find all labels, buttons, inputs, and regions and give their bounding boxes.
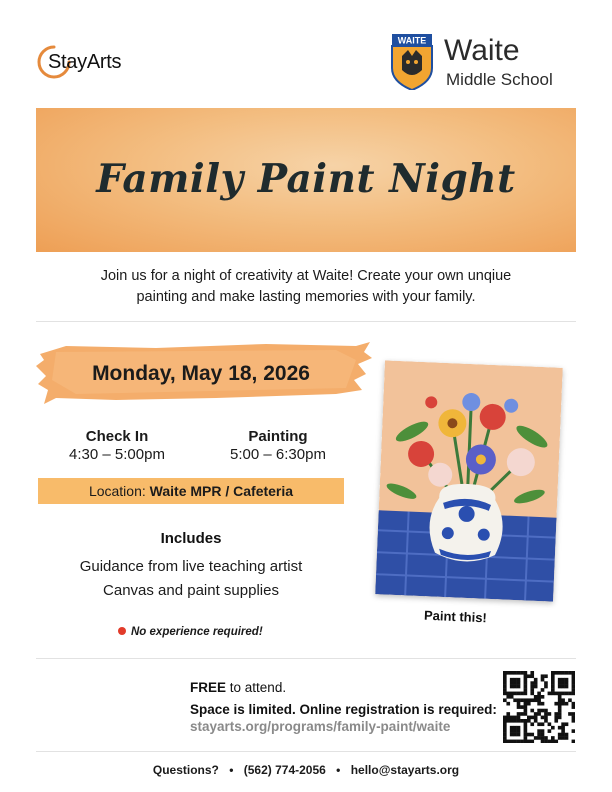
footer-phone[interactable]: (562) 774-2056 xyxy=(243,763,326,777)
intro-text xyxy=(36,266,576,308)
divider xyxy=(36,751,576,752)
footer-separator: • xyxy=(229,763,234,777)
waite-logo xyxy=(388,34,584,94)
checkin-label: Check In xyxy=(85,428,149,445)
free-note xyxy=(190,680,286,695)
no-experience-note xyxy=(118,626,263,638)
contact-footer xyxy=(0,763,612,777)
location-bar xyxy=(38,478,344,504)
crest-text: WAITE xyxy=(397,35,427,46)
footer-email[interactable]: hello@stayarts.org xyxy=(350,763,460,777)
painting-block xyxy=(214,428,342,464)
location-text xyxy=(38,483,344,499)
divider xyxy=(36,321,576,322)
qr-code-graphic xyxy=(503,671,575,743)
school-subtitle: Middle School xyxy=(446,70,553,89)
free-rest: to attend. xyxy=(229,680,287,695)
location-label: Location: xyxy=(88,483,146,499)
painting-time: 5:00 – 6:30pm xyxy=(230,446,326,463)
registration-link[interactable]: stayarts.org/programs/family-paint/waite xyxy=(190,719,451,734)
stayarts-logo xyxy=(36,44,166,82)
sample-painting-image xyxy=(375,360,563,601)
footer-questions: Questions? xyxy=(152,763,219,777)
page-title: Family Paint Night xyxy=(96,156,516,202)
painting-caption: Paint this! xyxy=(423,607,488,626)
event-date: Monday, May 18, 2026 xyxy=(92,362,310,385)
red-dot-icon xyxy=(118,627,126,635)
checkin-time: 4:30 – 5:00pm xyxy=(69,446,165,463)
date-banner xyxy=(36,340,376,406)
footer-separator: • xyxy=(336,763,341,777)
flower-vase-painting xyxy=(375,360,563,601)
includes-item: Guidance from live teaching artist xyxy=(79,558,303,575)
registration-note: Space is limited. Online registration is required: xyxy=(190,702,497,717)
location-value: Waite MPR / Cafeteria xyxy=(149,483,294,499)
note-text: No experience required! xyxy=(131,626,263,638)
qr-code[interactable] xyxy=(503,671,575,743)
school-name: Waite xyxy=(444,34,520,67)
divider xyxy=(36,658,576,659)
waite-crest-icon xyxy=(388,34,436,90)
title-banner xyxy=(36,108,576,252)
free-label: FREE xyxy=(190,680,227,695)
stayarts-wordmark: StayArts xyxy=(48,51,122,73)
checkin-block xyxy=(54,428,180,464)
painting-label: Painting xyxy=(248,428,308,445)
intro-line-1: Join us for a night of creativity at Waite! Create your own unqiue xyxy=(100,268,512,284)
intro-line-2: painting and make lasting memories with your family. xyxy=(136,289,476,305)
includes-item: Canvas and paint supplies xyxy=(103,582,279,599)
includes-heading: Includes xyxy=(160,530,222,547)
